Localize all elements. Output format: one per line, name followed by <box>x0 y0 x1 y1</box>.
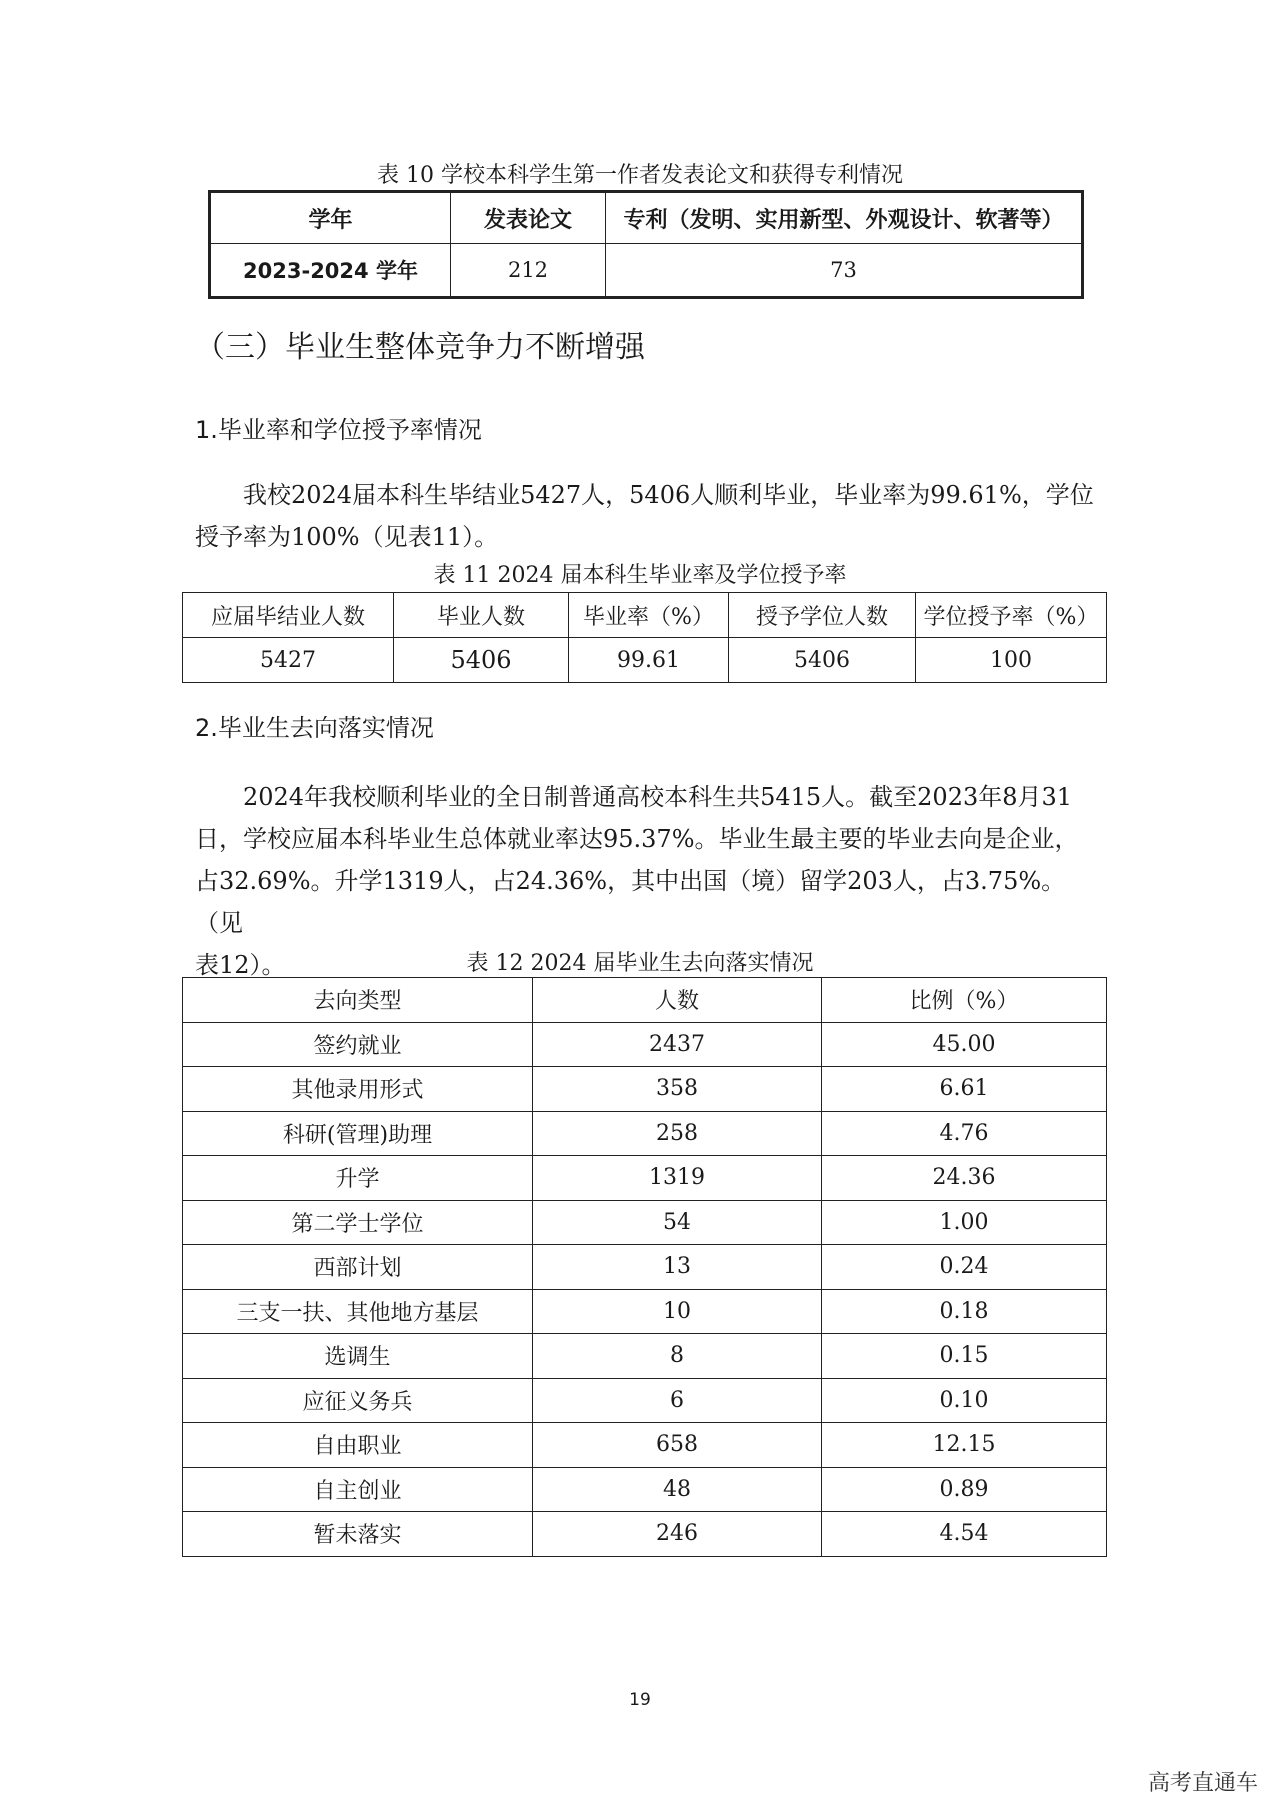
table12-cell: 246 <box>533 1512 822 1557</box>
table12-header-cell: 去向类型 <box>183 978 533 1023</box>
table11-header-cell: 应届毕结业人数 <box>183 593 394 638</box>
table12-cell: 24.36 <box>822 1156 1107 1201</box>
table11-cell: 5406 <box>729 638 916 683</box>
table12-cell: 8 <box>533 1334 822 1379</box>
table12-cell: 13 <box>533 1245 822 1290</box>
table-row <box>183 1289 1107 1334</box>
table10-cell: 2023-2024 学年 <box>210 244 451 298</box>
table12 <box>182 977 1107 1557</box>
table10-cell: 212 <box>451 244 606 298</box>
table-row <box>183 1423 1107 1468</box>
paragraph-line: 表12）。 <box>195 951 286 979</box>
table12-cell: 358 <box>533 1067 822 1112</box>
table12-cell: 自主创业 <box>183 1467 533 1512</box>
table12-cell: 西部计划 <box>183 1245 533 1290</box>
table12-cell: 0.24 <box>822 1245 1107 1290</box>
table12-cell: 658 <box>533 1423 822 1468</box>
table12-cell: 4.76 <box>822 1111 1107 1156</box>
table-row <box>183 1334 1107 1379</box>
table10 <box>208 190 1084 299</box>
table11-cell: 5406 <box>394 638 569 683</box>
table10-header-cell: 发表论文 <box>451 192 606 244</box>
paragraph-line: 日，学校应届本科毕业生总体就业率达95.37%。毕业生最主要的毕业去向是企业， <box>195 825 1079 853</box>
paragraph-line: 我校2024届本科生毕结业5427人，5406人顺利毕业，毕业率为99.61%，学位 <box>243 481 1094 509</box>
table12-cell: 12.15 <box>822 1423 1107 1468</box>
table11-cell: 99.61 <box>569 638 729 683</box>
table-row <box>183 1200 1107 1245</box>
paragraph-line: 授予率为100%（见表11）。 <box>195 523 499 551</box>
table12-cell: 48 <box>533 1467 822 1512</box>
table12-cell: 10 <box>533 1289 822 1334</box>
paragraph-line: 2024年我校顺利毕业的全日制普通高校本科生共5415人。截至2023年8月31 <box>243 783 1073 811</box>
watermark: 高考直通车 <box>1147 1771 1258 1796</box>
table10-cell: 73 <box>606 244 1083 298</box>
table12-cell: 6.61 <box>822 1067 1107 1112</box>
table11-header-row <box>183 593 1107 638</box>
table12-cell: 6 <box>533 1378 822 1423</box>
table12-cell: 4.54 <box>822 1512 1107 1557</box>
table-row <box>183 1022 1107 1067</box>
table12-header-cell: 人数 <box>533 978 822 1023</box>
table11-cell: 5427 <box>183 638 394 683</box>
table12-cell: 54 <box>533 1200 822 1245</box>
table12-header-cell: 比例（%） <box>822 978 1107 1023</box>
table-row <box>183 1156 1107 1201</box>
table12-cell: 三支一扶、其他地方基层 <box>183 1289 533 1334</box>
table12-cell: 应征义务兵 <box>183 1378 533 1423</box>
table12-cell: 0.15 <box>822 1334 1107 1379</box>
table-row <box>183 1245 1107 1290</box>
table12-header-row <box>183 978 1107 1023</box>
subsection-title-2: 2.毕业生去向落实情况 <box>195 714 434 742</box>
table12-cell: 0.89 <box>822 1467 1107 1512</box>
table12-cell: 0.10 <box>822 1378 1107 1423</box>
table12-cell: 1319 <box>533 1156 822 1201</box>
table11-header-cell: 授予学位人数 <box>729 593 916 638</box>
page-number: 19 <box>629 1690 651 1710</box>
subsection-title-1: 1.毕业率和学位授予率情况 <box>195 416 482 444</box>
table-row <box>183 1378 1107 1423</box>
paragraph-1 <box>195 474 1095 558</box>
table10-header-cell: 学年 <box>210 192 451 244</box>
table12-cell: 其他录用形式 <box>183 1067 533 1112</box>
table12-cell: 选调生 <box>183 1334 533 1379</box>
table12-cell: 1.00 <box>822 1200 1107 1245</box>
table12-cell: 签约就业 <box>183 1022 533 1067</box>
table12-cell: 45.00 <box>822 1022 1107 1067</box>
paragraph-line: 占32.69%。升学1319人，占24.36%，其中出国（境）留学203人，占3.75%。（见 <box>195 867 1066 937</box>
table10-header-row <box>210 192 1083 244</box>
table-row <box>183 1512 1107 1557</box>
table10-row <box>210 244 1083 298</box>
table-row <box>183 1067 1107 1112</box>
table10-caption: 表 10 学校本科学生第一作者发表论文和获得专利情况 <box>377 163 903 188</box>
table10-header-cell: 专利（发明、实用新型、外观设计、软著等） <box>606 192 1083 244</box>
table12-cell: 自由职业 <box>183 1423 533 1468</box>
table12-cell: 科研(管理)助理 <box>183 1111 533 1156</box>
table11 <box>182 592 1107 683</box>
table11-header-cell: 学位授予率（%） <box>916 593 1107 638</box>
table-row <box>183 1111 1107 1156</box>
section-title: （三）毕业生整体竞争力不断增强 <box>195 330 645 365</box>
table12-cell: 暂未落实 <box>183 1512 533 1557</box>
table11-header-cell: 毕业率（%） <box>569 593 729 638</box>
table12-cell: 0.18 <box>822 1289 1107 1334</box>
table11-header-cell: 毕业人数 <box>394 593 569 638</box>
table-row <box>183 1467 1107 1512</box>
table12-caption: 表 12 2024 届毕业生去向落实情况 <box>466 951 814 976</box>
table12-cell: 第二学士学位 <box>183 1200 533 1245</box>
table12-cell: 2437 <box>533 1022 822 1067</box>
table12-cell: 258 <box>533 1111 822 1156</box>
table11-caption: 表 11 2024 届本科生毕业率及学位授予率 <box>433 563 847 588</box>
table11-row <box>183 638 1107 683</box>
table11-cell: 100 <box>916 638 1107 683</box>
table12-cell: 升学 <box>183 1156 533 1201</box>
